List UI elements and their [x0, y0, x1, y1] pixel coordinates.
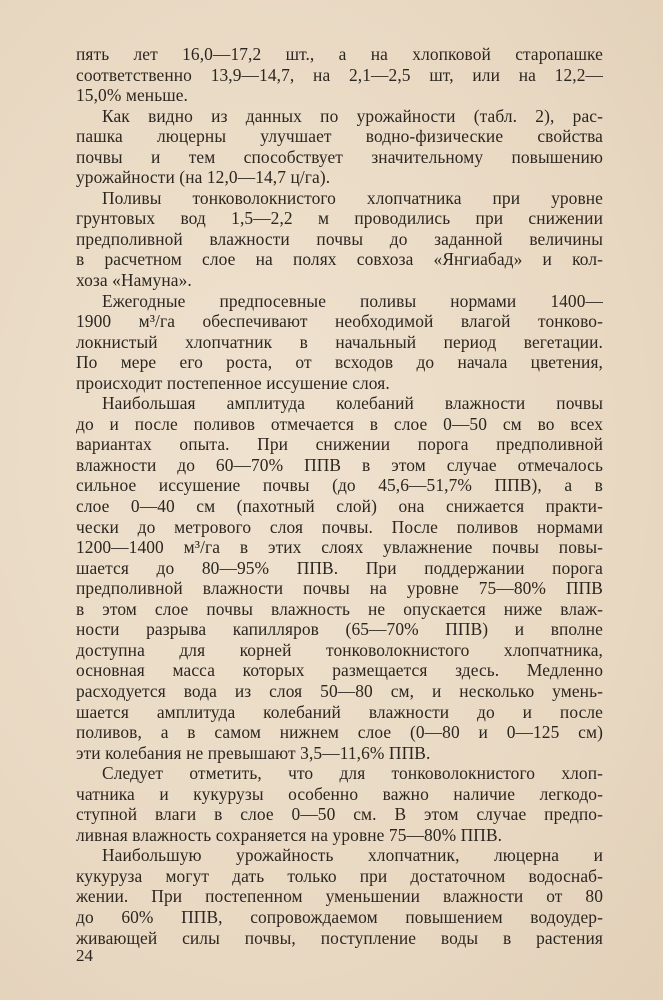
text-line: основная масса которых размещается здесь. Медленно	[76, 660, 603, 681]
text-line: поливов, а в самом нижнем слое (0—80 и 0—125 см)	[76, 722, 603, 743]
paragraph-6	[76, 763, 603, 845]
text-line: слое 0—40 см (пахотный слой) она снижается практи-	[76, 496, 603, 517]
text-line: Как видно из данных по урожайности (табл. 2), рас-	[102, 105, 603, 126]
text-line: 1900 м³/га обеспечивают необходимой влагой тонково-	[76, 311, 603, 332]
text-line: пять лет 16,0—17,2 шт., а на хлопковой старопашке	[76, 44, 603, 64]
text-line: чатника и кукурузы особенно важно наличие легкодо-	[76, 783, 603, 804]
text-line: происходит постепенное иссушение слоя.	[76, 372, 390, 393]
text-line: Наибольшую урожайность хлопчатник, люцерна и	[102, 845, 603, 866]
paragraph-3	[76, 188, 603, 291]
text-line: локнистый хлопчатник в начальный период вегетации.	[76, 331, 603, 352]
text-line: 1200—1400 м³/га в этих слоях увлажнение почвы повы-	[76, 537, 603, 558]
text-line: шается до 80—95% ППВ. При поддержании порога	[76, 557, 603, 578]
paragraph-4	[76, 291, 603, 394]
paragraph-1	[76, 44, 603, 106]
paragraph-7	[76, 845, 603, 948]
text-line: Ежегодные предпосевные поливы нормами 1400—	[102, 290, 603, 311]
text-line: ливная влажность сохраняется на уровне 75—80% ППВ.	[76, 824, 503, 845]
text-line: почвы и тем способствует значительному повышению	[76, 146, 603, 167]
text-line: урожайности (на 12,0—14,7 ц/га).	[76, 167, 331, 188]
text-line: доступна для корней тонковолокнистого хлопчатника,	[76, 639, 603, 660]
paragraph-5	[76, 393, 603, 763]
text-line: ступной влаги в слое 0—50 см. В этом случае предпо-	[76, 804, 603, 825]
page-body	[76, 44, 603, 948]
text-line: до 60% ППВ, сопровождаемом повышением водоудер-	[76, 906, 603, 927]
paragraph-2	[76, 106, 603, 188]
text-line: ности разрыва капилляров (65—70% ППВ) и вполне	[76, 619, 603, 640]
text-line: хоза «Намуна».	[76, 270, 192, 291]
text-line: Следует отметить, что для тонковолокнистого хлоп-	[102, 763, 603, 784]
text-line: предполивной влажности почвы на уровне 75—80% ППВ	[76, 578, 603, 599]
text-line: в расчетном слое на полях совхоза «Янгиабад» и кол-	[76, 249, 603, 270]
text-line: пашка люцерны улучшает водно-физические свойства	[76, 126, 603, 147]
text-line: чески до метрового слоя почвы. После поливов нормами	[76, 516, 603, 537]
text-line: в этом слое почвы влажность не опускается ниже влаж-	[76, 598, 603, 619]
text-line: По мере его роста, от всходов до начала цветения,	[76, 352, 603, 373]
text-line: Поливы тонковолокнистого хлопчатника при уровне	[102, 187, 603, 208]
text-line: шается амплитуда колебаний влажности до и после	[76, 701, 603, 722]
text-line: влажности до 60—70% ППВ в этом случае отмечалось	[76, 454, 603, 475]
text-line: до и после поливов отмечается в слое 0—50 см во всех	[76, 413, 603, 434]
text-line: расходуется вода из слоя 50—80 см, и несколько умень-	[76, 680, 603, 701]
text-line: кукуруза могут дать только при достаточном водоснаб-	[76, 865, 603, 886]
text-line: грунтовых вод 1,5—2,2 м проводились при снижении	[76, 208, 603, 229]
text-line: 15,0% меньше.	[76, 85, 188, 106]
text-line: жении. При постепенном уменьшении влажности от 80	[76, 886, 603, 907]
text-line: сильное иссушение почвы (до 45,6—51,7% ППВ), а в	[76, 475, 603, 496]
text-line: Наибольшая амплитуда колебаний влажности почвы	[102, 393, 603, 414]
page-number: 24	[76, 946, 93, 965]
text-line: вариантах опыта. При снижении порога предполивной	[76, 434, 603, 455]
text-line: эти колебания не превышают 3,5—11,6% ППВ.	[76, 742, 431, 763]
text-line: предполивной влажности почвы до заданной величины	[76, 228, 603, 249]
text-line: соответственно 13,9—14,7, на 2,1—2,5 шт, или на 12,2—	[76, 64, 603, 85]
text-line: живающей силы почвы, поступление воды в растения	[76, 927, 603, 948]
